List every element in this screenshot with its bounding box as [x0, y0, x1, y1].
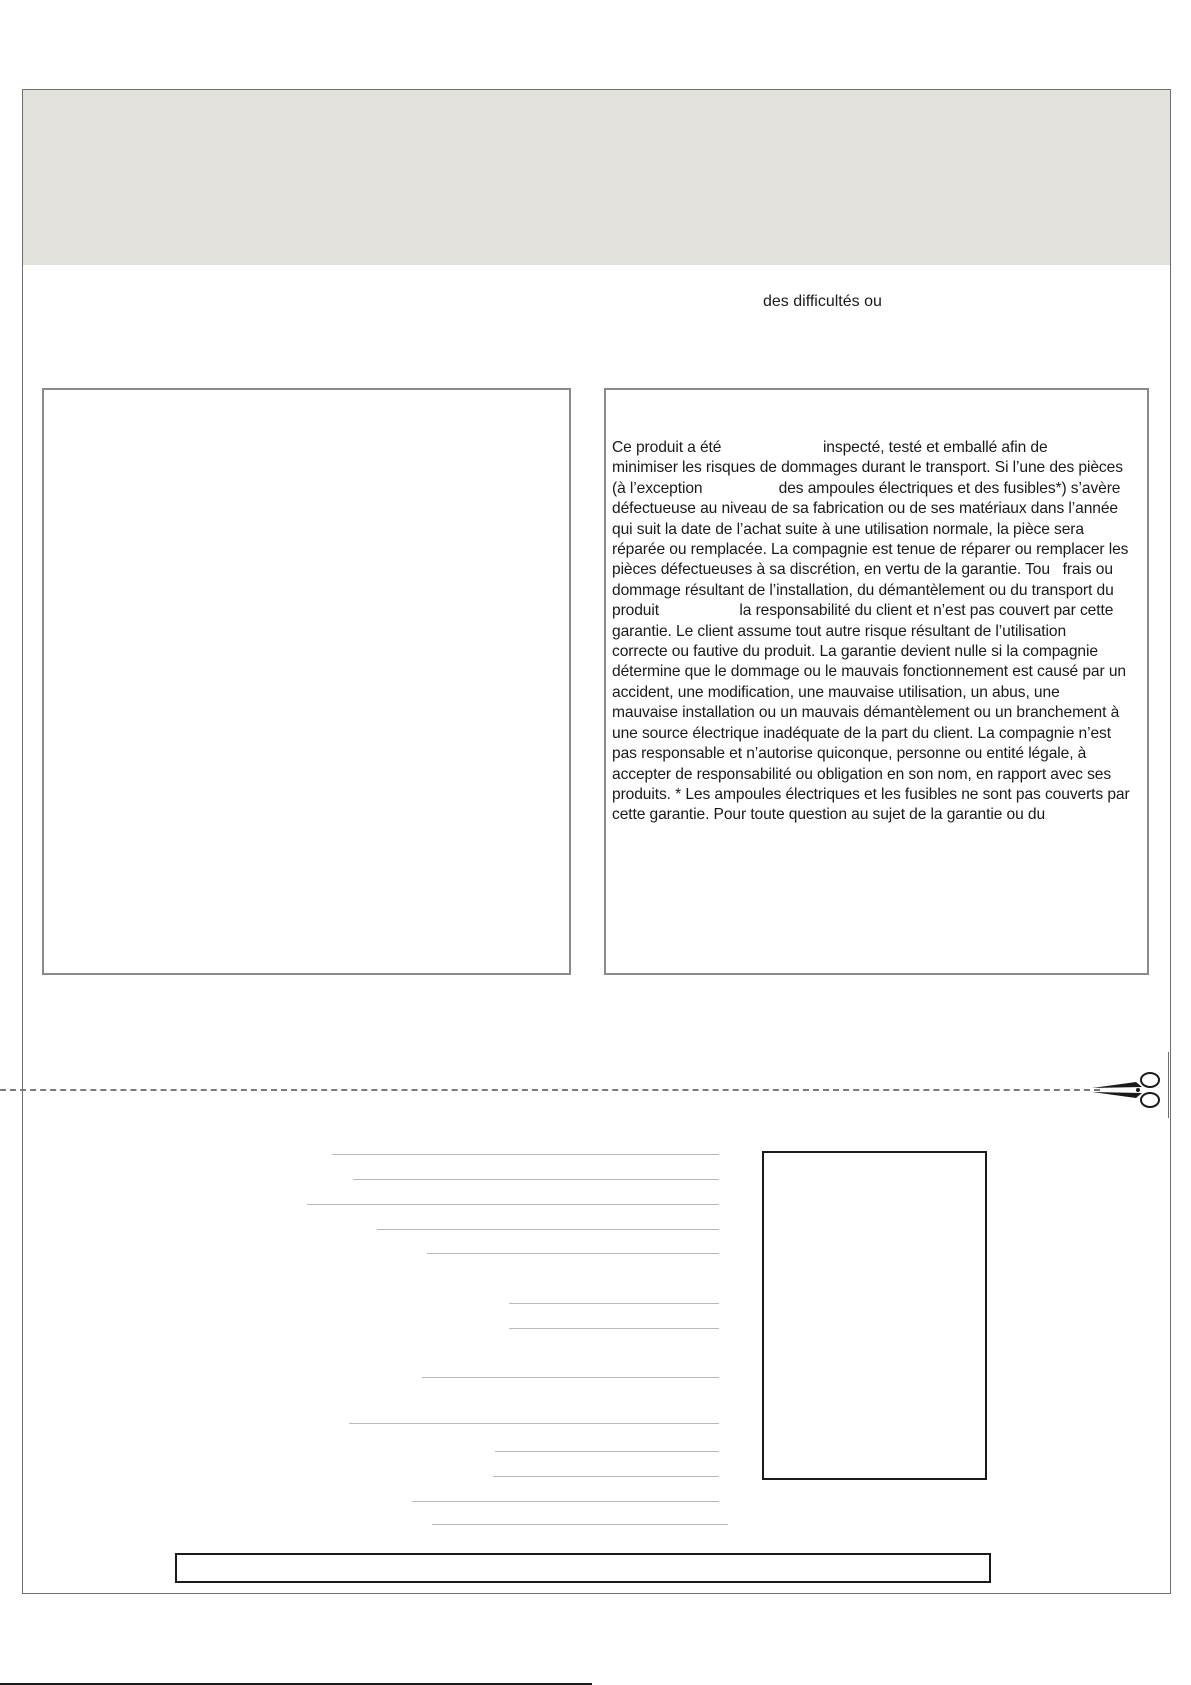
warranty-line: produits. * Les ampoules électriques et les fusibles ne sont pas couverts par — [612, 785, 1130, 803]
warranty-line: Ce produit a été inspecté, testé et emballé afin de — [612, 439, 1048, 456]
form-field-line[interactable] — [432, 1524, 728, 1525]
warranty-line: réparée ou remplacée. La compagnie est tenue de réparer ou remplacer les — [612, 541, 1129, 559]
warranty-line: pas responsable et n’autorise quiconque, personne ou entité légale, à — [612, 745, 1087, 763]
form-field-line[interactable] — [349, 1423, 719, 1424]
bottom-field-box[interactable] — [175, 1553, 991, 1583]
intro-text: des difficultés ou — [763, 293, 882, 310]
form-field-line[interactable] — [332, 1154, 719, 1155]
warranty-line: (à l’exception des ampoules électriques et des fusibles*) s’avère — [612, 479, 1121, 497]
warranty-line: minimiser les risques de dommages durant le transport. Si l’une des pièces — [612, 459, 1123, 477]
warranty-line: pièces défectueuses à sa discrétion, en vertu de la garantie. Tou frais ou — [612, 561, 1113, 579]
warranty-line: qui suit la date de l’achat suite à une utilisation normale, la pièce sera — [612, 520, 1084, 538]
warranty-line: une source électrique inadéquate de la part du client. La compagnie n’est — [612, 724, 1111, 742]
scissors-icon — [1090, 1070, 1162, 1110]
cut-line — [0, 1089, 1100, 1091]
edge-tick — [1168, 1052, 1169, 1118]
warranty-line: correcte ou fautive du produit. La garantie devient nulle si la compagnie — [612, 643, 1098, 661]
form-field-line[interactable] — [412, 1501, 719, 1502]
form-field-line[interactable] — [509, 1303, 719, 1304]
warranty-line: accepter de responsabilité ou obligation en son nom, en rapport avec ses — [612, 765, 1112, 783]
warranty-line: défectueuse au niveau de sa fabrication ou de ses matériaux dans l’année — [612, 500, 1119, 518]
form-field-line[interactable] — [307, 1204, 719, 1205]
form-field-line[interactable] — [427, 1253, 719, 1254]
form-field-line[interactable] — [509, 1328, 719, 1329]
form-field-line[interactable] — [422, 1377, 719, 1378]
warranty-line: détermine que le dommage ou le mauvais fonctionnement est causé par un — [612, 663, 1126, 681]
warranty-line: mauvaise installation ou un mauvais démantèlement ou un branchement à — [612, 704, 1120, 722]
receipt-box — [762, 1151, 987, 1480]
warranty-line: produit la responsabilité du client et n’est pas couvert par cette — [612, 602, 1114, 620]
form-field-line[interactable] — [493, 1476, 719, 1477]
warranty-line: accident, une modification, une mauvaise utilisation, un abus, une — [612, 683, 1060, 701]
form-field-line[interactable] — [377, 1229, 719, 1230]
left-panel — [42, 388, 571, 975]
header-band — [23, 90, 1170, 265]
warranty-text — [612, 438, 1150, 826]
warranty-line: dommage résultant de l’installation, du démantèlement ou du transport du — [612, 581, 1114, 599]
form-field-line[interactable] — [353, 1179, 719, 1180]
warranty-line: garantie. Le client assume tout autre risque résultant de l’utilisation — [612, 622, 1067, 640]
form-field-line[interactable] — [495, 1451, 719, 1452]
warranty-line: cette garantie. Pour toute question au sujet de la garantie ou du — [612, 806, 1046, 824]
